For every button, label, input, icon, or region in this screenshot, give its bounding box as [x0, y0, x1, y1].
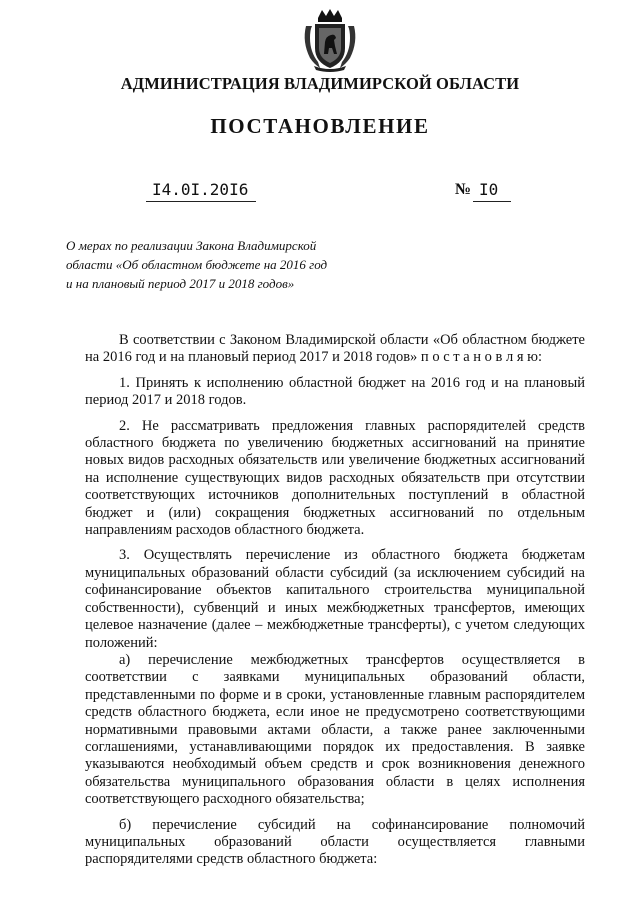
paragraph-subitem-a: а) перечисление межбюджетных трансфертов осуществляется в соответствии с заявками муниципальных образований области, представленными по форме и в сроки, установленные главным распорядителем средств областного бюджета, если иное не предусмотрено соответствующими нормативными правовыми актами области, а также ранее заключенными соглашениями, устанавливающими порядок их предоставления. В заявке указываются необходимый объем средств и срок возникновения денежного обязательства муниципального образования области в целях исполнения соответствующего расходного обязательства; [85, 651, 585, 808]
number-underline [473, 201, 511, 202]
number-label: № [455, 181, 472, 198]
document-type-title: ПОСТАНОВЛЕНИЕ [210, 114, 430, 138]
coat-of-arms-emblem [300, 8, 360, 72]
document-body [85, 332, 585, 869]
paragraph-item-3: 3. Осуществлять перечисление из областного бюджета бюджетам муниципальных образований области субсидий (за исключением субсидий на софинансирование объектов капитального строительства муниципальной собственности), субвенций и иных межбюджетных трансфертов, имеющих целевое назначение (далее – межбюджетные трансферты), с учетом следующих положений: [85, 547, 585, 651]
organization-title: АДМИНИСТРАЦИЯ ВЛАДИМИРСКОЙ ОБЛАСТИ [120, 74, 520, 93]
paragraph-item-1: 1. Принять к исполнению областной бюджет на 2016 год и на плановый период 2017 и 2018 годов. [85, 374, 585, 409]
paragraph-subitem-b: б) перечисление субсидий на софинансирование полномочий муниципальных образований области осуществляется главными распорядителями средств областного бюджета: [85, 816, 585, 868]
document-number: I0 [479, 180, 499, 199]
paragraph-preamble: В соответствии с Законом Владимирской области «Об областном бюджете на 2016 год и на плановый период 2017 и 2018 годов» п о с т а н о в л я ю: [85, 332, 585, 366]
document-subject [66, 236, 366, 293]
subject-line: области «Об областном бюджете на 2016 год [66, 257, 328, 272]
date-underline [146, 201, 256, 202]
document-date: I4.0I.20I6 [152, 180, 249, 199]
subject-line: и на плановый период 2017 и 2018 годов» [66, 276, 295, 291]
paragraph-item-2: 2. Не рассматривать предложения главных распорядителей средств областного бюджета по увеличению бюджетных ассигнований на принятие новых видов расходных обязательств или увеличение бюджетных ассигнований на исполнение существующих видов расходных обязательств при отсутствии соответствующих источников дополнительных поступлений в областной бюджет и (или) сокращения бюджетных ассигнований по отдельным направлениям расходов областного бюджета. [85, 417, 585, 539]
subject-line: О мерах по реализации Закона Владимирской [66, 238, 317, 253]
